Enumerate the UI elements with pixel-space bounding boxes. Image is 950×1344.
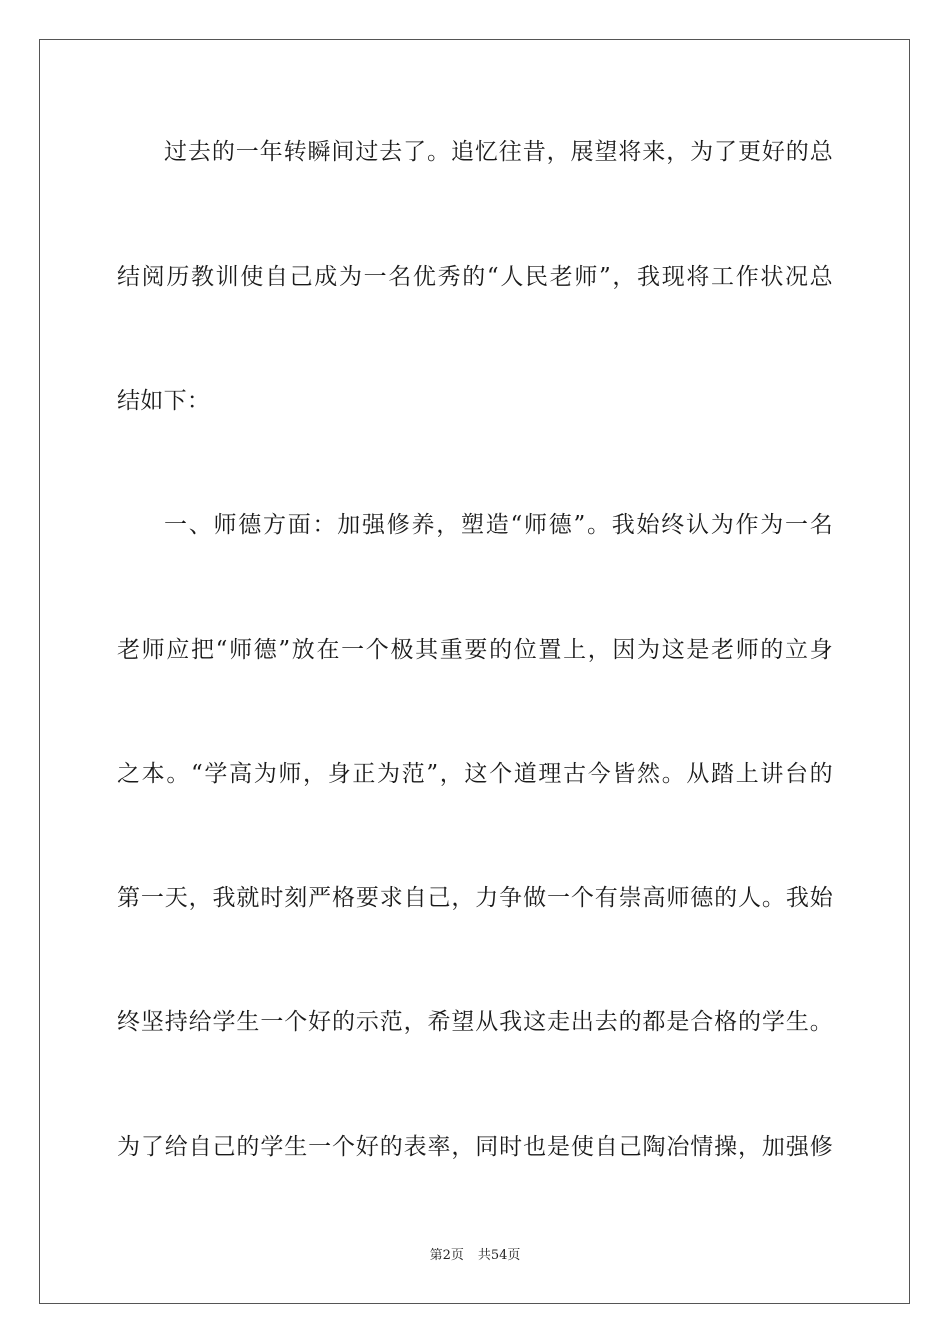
page-frame	[39, 39, 910, 1304]
paragraph-line: 为了给自己的学生一个好的表率，同时也是使自己陶冶情操，加强修	[117, 1134, 833, 1160]
paragraph-line: 老师应把“师德”放在一个极其重要的位置上，因为这是老师的立身	[117, 637, 833, 663]
paragraph-line: 结阅历教训使自己成为一名优秀的“人民老师”，我现将工作状况总	[117, 264, 833, 290]
paragraph-line: 过去的一年转瞬间过去了。追忆往昔，展望将来，为了更好的总	[164, 139, 833, 165]
paragraph-line: 第一天，我就时刻严格要求自己，力争做一个有崇高师德的人。我始	[117, 885, 833, 911]
page-number: 第2页	[429, 1248, 464, 1263]
total-pages: 共54页	[477, 1248, 521, 1263]
paragraph-line: 终坚持给学生一个好的示范，希望从我这走出去的都是合格的学生。	[117, 1009, 833, 1035]
page-footer	[0, 1247, 950, 1265]
paragraph-line: 之本。“学高为师，身正为范”，这个道理古今皆然。从踏上讲台的	[117, 761, 833, 787]
paragraph-line: 结如下：	[117, 388, 211, 414]
paragraph-line: 一、师德方面：加强修养，塑造“师德”。我始终认为作为一名	[164, 512, 833, 538]
